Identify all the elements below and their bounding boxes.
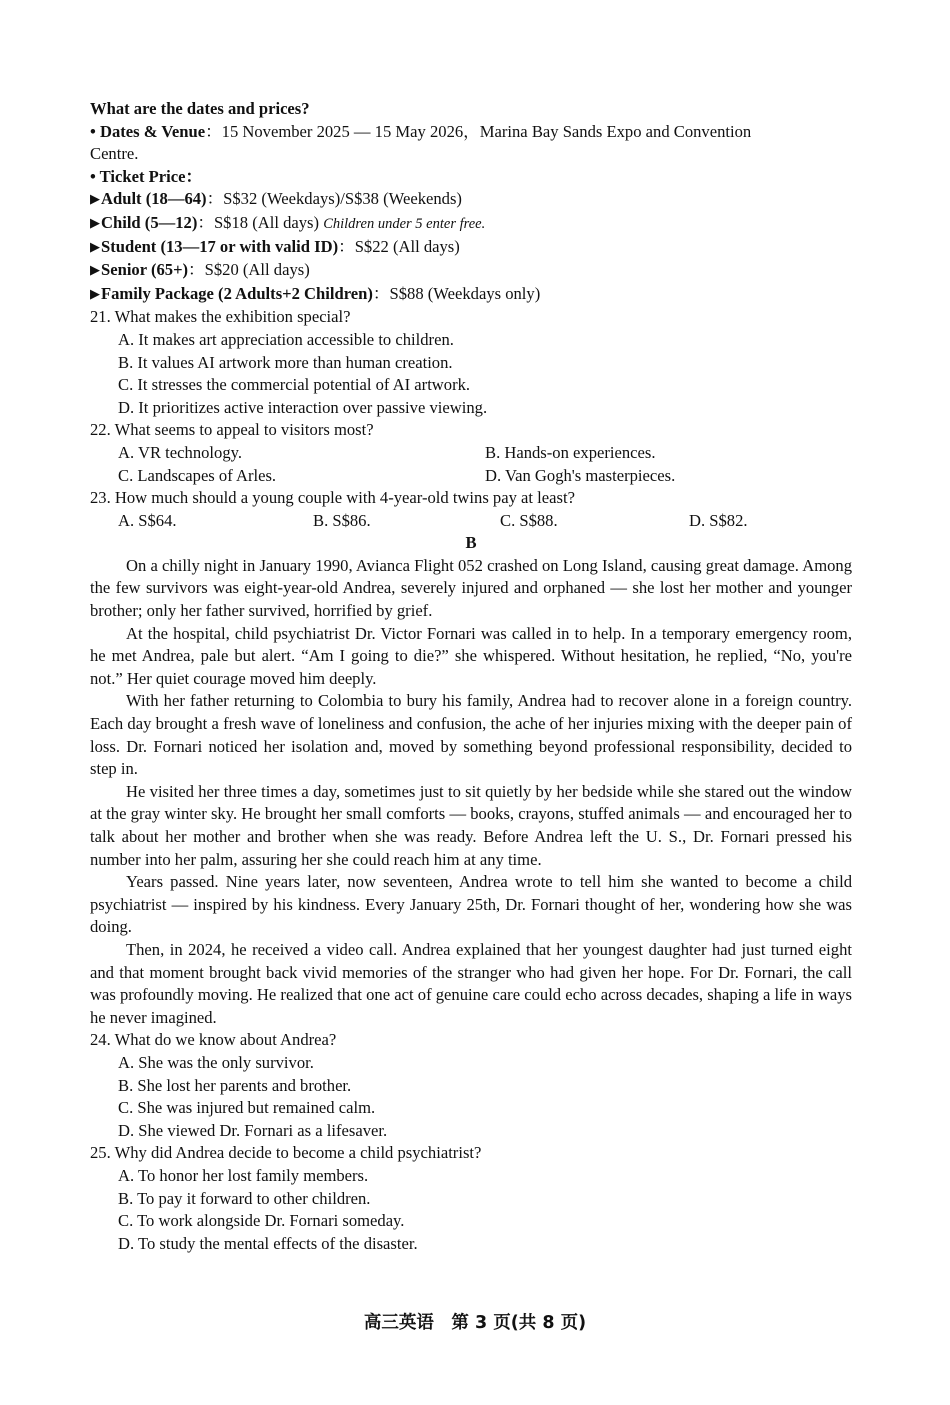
price-row <box>90 283 852 307</box>
price-row <box>90 236 852 260</box>
option-23b: B. S$86. <box>313 510 371 530</box>
passage-paragraph-1: On a chilly night in January 1990, Avianca Flight 052 crashed on Long Island, causing great damage. Among the few survivors was eight-year-old Andrea, severely injured and orphaned — she lost her mother and younger brother; only her father survived, horrified by grief. <box>90 555 852 621</box>
price-row <box>90 212 852 236</box>
section-b-heading: B <box>465 533 477 553</box>
dates-value: ：15 November 2025 — 15 May 2026，Marina Bay Sands Expo and Convention <box>205 121 752 141</box>
arrow-right-icon: ▶ <box>90 191 100 207</box>
price-label: Student (13—17 or with valid ID) <box>101 236 339 256</box>
passage-paragraph-6: Then, in 2024, he received a video call. Andrea explained that her youngest daughter had just turned eight and that moment brought back vivid memories of the stranger who had given her hope. For Dr. Fornari, the call was profoundly moving. He realized that one act of genuine care could echo across decades, shaping a life in ways he never imagined. <box>90 939 852 1027</box>
dates-label: • Dates & Venue <box>90 121 206 141</box>
question-22: 22. What seems to appeal to visitors most? <box>90 420 374 440</box>
option-22c: C. Landscapes of Arles. <box>118 465 277 485</box>
options-22-row2 <box>90 465 852 488</box>
price-value: ：S$22 (All days) <box>338 236 460 256</box>
info-heading: What are the dates and prices? <box>90 99 310 118</box>
option-23c: C. S$88. <box>500 510 558 530</box>
arrow-right-icon: ▶ <box>90 238 100 254</box>
question-21: 21. What makes the exhibition special? <box>90 307 351 327</box>
price-label: Adult (18—64) <box>101 189 207 209</box>
option-21a: A. It makes art appreciation accessible to children. <box>118 329 454 349</box>
option-22b: B. Hands-on experiences. <box>485 442 656 462</box>
price-value: ：S$88 (Weekdays only) <box>372 283 541 303</box>
options-23 <box>90 510 852 533</box>
option-25c: C. To work alongside Dr. Fornari someday. <box>118 1211 405 1231</box>
option-23d: D. S$82. <box>689 510 748 530</box>
option-21d: D. It prioritizes active interaction over passive viewing. <box>118 397 488 417</box>
question-24: 24. What do we know about Andrea? <box>90 1030 337 1050</box>
price-value: ：S$18 (All days) <box>197 212 324 232</box>
price-value: ：S$20 (All days) <box>188 260 310 280</box>
question-25: 25. Why did Andrea decide to become a child psychiatrist? <box>90 1143 482 1163</box>
option-25b: B. To pay it forward to other children. <box>118 1188 371 1208</box>
price-label: Child (5—12) <box>101 212 198 232</box>
option-22a: A. VR technology. <box>118 442 242 462</box>
dates-line <box>90 121 852 144</box>
price-value: ：S$32 (Weekdays)/S$38 (Weekends) <box>206 189 462 209</box>
options-22-row1 <box>90 442 852 465</box>
price-label: Family Package (2 Adults+2 Children) <box>101 283 373 303</box>
price-row <box>90 259 852 283</box>
passage-paragraph-3: With her father returning to Colombia to bury his family, Andrea had to recover alone in a foreign country. Each day brought a fresh wave of loneliness and confusion, the ache of her injuries mixing with the deeper pain of loss. Dr. Fornari noticed her isolation and, moved by something beyond professional responsibility, decided to step in. <box>90 691 852 779</box>
option-21c: C. It stresses the commercial potential of AI artwork. <box>118 375 471 395</box>
question-23: 23. How much should a young couple with 4-year-old twins pay at least? <box>90 488 575 508</box>
page-content <box>90 98 852 1255</box>
passage-paragraph-4: He visited her three times a day, sometimes just to sit quietly by her bedside while she stared out the window at the gray winter sky. He brought her small comforts — books, crayons, stuffed animals — and encouraged her to talk about her mother and brother when she was ready. Before Andrea left the U. S., Dr. Fornari pressed his number into her palm, assuring her she could reach him at any time. <box>90 781 852 869</box>
price-note: Children under 5 enter free. <box>323 215 486 232</box>
page-footer: 高三英语 第 3 页(共 8 页) <box>363 1313 587 1333</box>
option-24d: D. She viewed Dr. Fornari as a lifesaver. <box>118 1120 388 1140</box>
ticket-label: • Ticket Price： <box>90 166 203 186</box>
arrow-right-icon: ▶ <box>90 262 100 278</box>
dates-line-2: Centre. <box>90 144 139 164</box>
option-25d: D. To study the mental effects of the disaster. <box>118 1233 418 1253</box>
price-row <box>90 188 852 212</box>
option-23a: A. S$64. <box>118 510 177 530</box>
option-25a: A. To honor her lost family members. <box>118 1165 369 1185</box>
option-21b: B. It values AI artwork more than human creation. <box>118 352 453 372</box>
price-label: Senior (65+) <box>101 260 189 280</box>
option-24c: C. She was injured but remained calm. <box>118 1098 376 1118</box>
option-24b: B. She lost her parents and brother. <box>118 1075 352 1095</box>
option-22d: D. Van Gogh's masterpieces. <box>485 465 676 485</box>
arrow-right-icon: ▶ <box>90 214 100 230</box>
passage-paragraph-2: At the hospital, child psychiatrist Dr. Victor Fornari was called in to help. In a temporary emergency room, he met Andrea, pale but alert. “Am I going to die?” she whispered. Without hesitation, he replied, “No, you're not.” Her quiet courage moved him deeply. <box>90 623 852 688</box>
arrow-right-icon: ▶ <box>90 285 100 301</box>
passage-paragraph-5: Years passed. Nine years later, now seventeen, Andrea wrote to tell him she wanted to become a child psychiatrist — inspired by his kindness. Every January 25th, Dr. Fornari thought of her, wondering how she was doing. <box>90 872 852 937</box>
option-24a: A. She was the only survivor. <box>118 1052 314 1072</box>
